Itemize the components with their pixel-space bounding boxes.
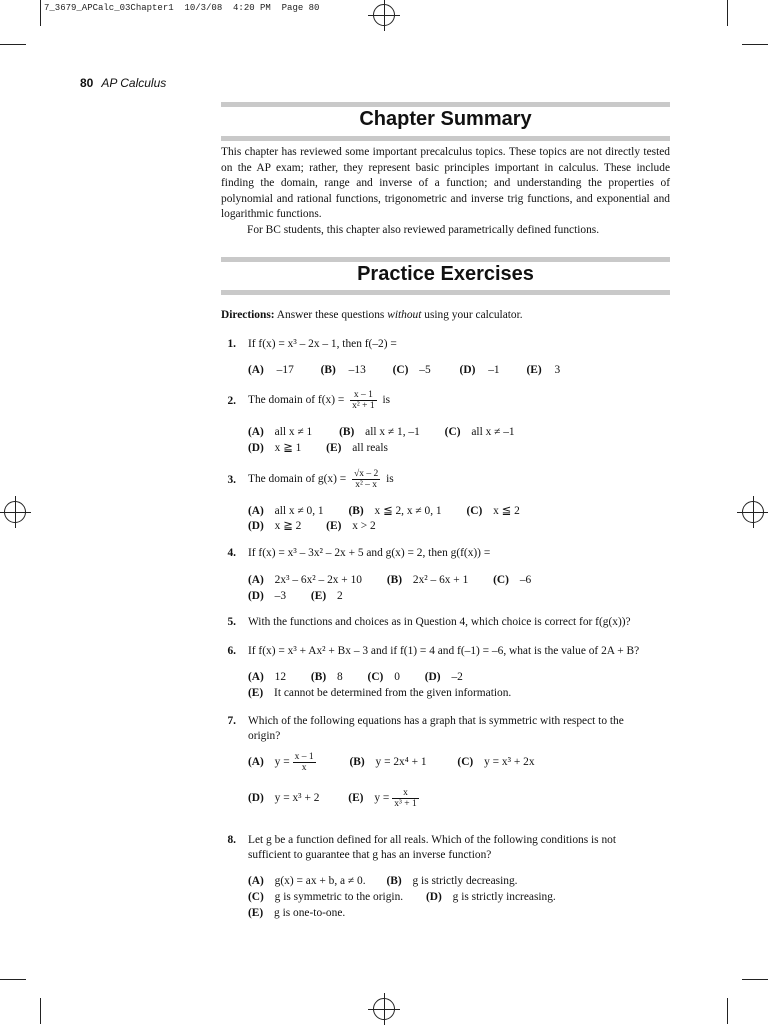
fraction: $\frac{x}{\text{x³ + 1}}$	[394, 787, 417, 809]
answer-choices: (A) all x ≠ 0, 1 (B) x ≦ 2, x ≠ 0, 1 (C) x ≦ 2	[248, 505, 520, 517]
answer-choices: (A) –17 (B) –13 (C) –5 (D) –1 (E) 3	[248, 364, 561, 376]
crop-mark	[0, 979, 26, 980]
registration-mark-icon	[373, 4, 395, 26]
question-number: 8.	[227, 834, 236, 846]
answer-choices: (A) all x ≠ 1 (B) all x ≠ 1, –1 (C) all x ≠ –1	[248, 426, 515, 438]
answer-choices: (D) –3 (E) 2	[248, 590, 343, 602]
directions-label: Directions:	[221, 309, 275, 321]
section-rule	[221, 102, 670, 107]
chapter-summary-title: Chapter Summary	[359, 108, 532, 130]
summary-text	[221, 145, 670, 238]
section-rule	[221, 136, 670, 141]
answer-choices: (C) g is symmetric to the origin. (D) g is strictly increasing.	[248, 891, 556, 903]
fraction: $\frac{√x - 2}{\text{x² – x}}$	[354, 468, 379, 490]
fraction: $\frac{x - 1}{x}$	[294, 751, 314, 773]
question-number: 1.	[227, 338, 236, 350]
question-number: 6.	[227, 645, 236, 657]
book-title: AP Calculus	[101, 76, 167, 90]
crop-mark	[0, 44, 26, 45]
registration-mark-icon	[373, 998, 395, 1020]
question-number: 5.	[227, 616, 236, 628]
practice-exercises-title: Practice Exercises	[357, 263, 534, 285]
question-number: 4.	[227, 547, 236, 559]
answer-choices: (E) g is one-to-one.	[248, 907, 346, 919]
crop-mark	[727, 0, 728, 26]
running-head	[80, 76, 166, 90]
answer-choices: (A) 12 (B) 8 (C) 0 (D) –2	[248, 671, 463, 683]
crop-mark	[742, 44, 768, 45]
summary-paragraph: For BC students, this chapter also reviewed parametrically defined functions.	[247, 223, 600, 236]
crop-mark	[40, 0, 41, 26]
answer-choices: (A) 2x³ – 6x² – 2x + 10 (B) 2x² – 6x + 1 (C) –6	[248, 574, 532, 586]
summary-paragraph: This chapter has reviewed some important precalculus topics. These topics are not directly tested on the AP exam; rather, they represent basic principles important in calculus. These include finding the domain, range and inverse of a function; and understanding the properties of polynomial and rational functions, trigonometric and inverse trig functions, and exponential and logarithmic functions.	[221, 146, 670, 220]
answer-choices: (D) y = x³ + 2 (E) y = $\frac{x}{\text{x³ + 1}}$	[248, 787, 417, 809]
directions: Directions: Answer these questions without using your calculator.	[221, 309, 523, 321]
question-stem: If f(x) = x³ + Ax² + Bx – 3 and if f(1) = 4 and f(–1) = –6, what is the value of 2A + B?	[248, 645, 640, 657]
question-stem: The domain of g(x) = $\frac{√x - 2}{\text{x² – x}}$ is	[248, 468, 394, 490]
answer-choices: (A) y = $\frac{x - 1}{x}$ (B) y = 2x⁴ + 1 (C) y = x³ + 2x	[248, 751, 535, 773]
print-slug: 7_3679_APCalc_03Chapter1 10/3/08 4:20 PM Page 80	[44, 3, 320, 13]
question-number: 3.	[227, 474, 236, 486]
crop-mark	[727, 998, 728, 1024]
crop-mark	[40, 998, 41, 1024]
section-rule	[221, 290, 670, 295]
question-stem: sufficient to guarantee that g has an inverse function?	[248, 849, 492, 861]
question-stem: origin?	[248, 730, 281, 742]
registration-mark-icon	[742, 501, 764, 523]
answer-choices: (D) x ≧ 1 (E) all reals	[248, 442, 388, 454]
question-stem: The domain of f(x) = $\frac{x - 1}{\text{x² + 1}}$ is	[248, 389, 391, 411]
question-number: 7.	[227, 715, 236, 727]
question-stem: Which of the following equations has a graph that is symmetric with respect to the	[248, 715, 624, 727]
page-number: 80	[80, 76, 94, 90]
crop-mark	[742, 979, 768, 980]
section-rule	[221, 257, 670, 262]
question-stem: If f(x) = x³ – 3x² – 2x + 5 and g(x) = 2, then g(f(x)) =	[248, 547, 491, 559]
answer-choices: (D) x ≧ 2 (E) x > 2	[248, 520, 376, 532]
registration-mark-icon	[4, 501, 26, 523]
question-number: 2.	[227, 395, 236, 407]
question-stem: If f(x) = x³ – 2x – 1, then f(–2) =	[248, 338, 397, 350]
answer-choices: (A) g(x) = ax + b, a ≠ 0. (B) g is strictly decreasing.	[248, 875, 518, 887]
question-stem: Let g be a function defined for all reals. Which of the following conditions is not	[248, 834, 616, 846]
fraction: $\frac{x - 1}{\text{x² + 1}}$	[352, 389, 375, 411]
question-stem: With the functions and choices as in Question 4, which choice is correct for f(g(x))?	[248, 616, 631, 628]
answer-choices: (E) It cannot be determined from the given information.	[248, 687, 512, 699]
